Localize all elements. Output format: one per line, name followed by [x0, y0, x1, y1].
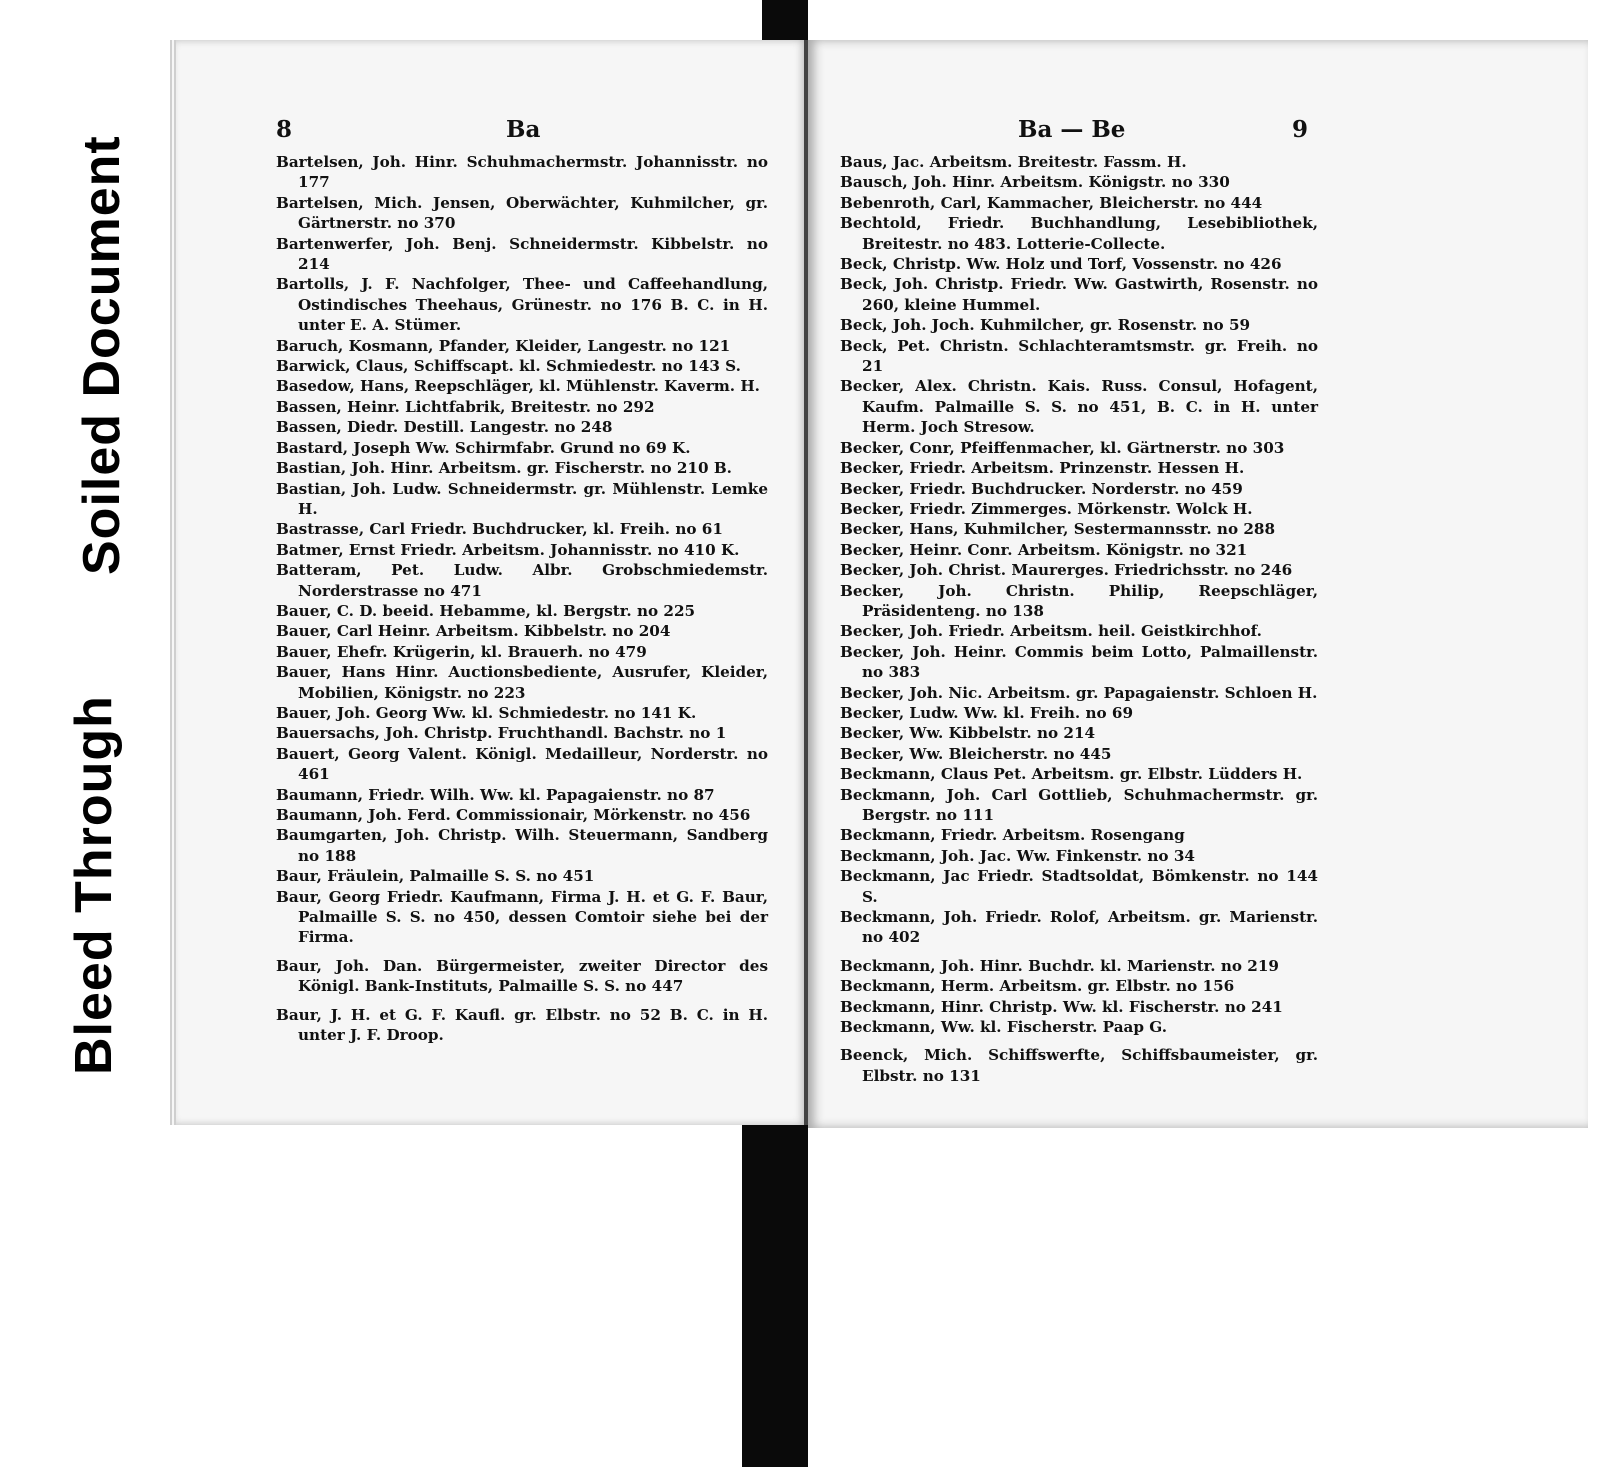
- directory-entry: Baumgarten, Joh. Christp. Wilh. Steuermann, Sandberg no 188: [276, 826, 768, 865]
- directory-entry: Beck, Christp. Ww. Holz und Torf, Vossenstr. no 426: [840, 255, 1282, 274]
- directory-entry: Becker, Conr, Pfeiffenmacher, kl. Gärtnerstr. no 303: [840, 438, 1285, 457]
- directory-entry: Beck, Pet. Christn. Schlachteramtsmstr. gr. Freih. no 21: [840, 336, 1318, 376]
- directory-entry: Becker, Friedr. Zimmerges. Mörkenstr. Wolck H.: [840, 499, 1253, 518]
- directory-entry: Becker, Joh. Christn. Philip, Reepschläger, Präsidenteng. no 138: [840, 581, 1318, 620]
- directory-entry: Bauer, C. D. beeid. Hebamme, kl. Bergstr. no 225: [276, 601, 696, 620]
- directory-entry: Batmer, Ernst Friedr. Arbeitsm. Johannisstr. no 410 K.: [276, 540, 740, 559]
- directory-entry: Bassen, Heinr. Lichtfabrik, Breitestr. no 292: [276, 397, 655, 416]
- directory-entry: Batteram, Pet. Ludw. Albr. Grobschmiedemstr. Norderstrasse no 471: [276, 561, 768, 600]
- directory-entry: Bauer, Joh. Georg Ww. kl. Schmiedestr. no 141 K.: [276, 703, 697, 722]
- directory-entry: Bartelsen, Joh. Hinr. Schuhmachermstr. Johannisstr. no 177: [276, 153, 768, 192]
- right-page-number: 9: [1292, 116, 1309, 143]
- directory-entry: Beckmann, Joh. Carl Gottlieb, Schuhmachermstr. gr. Bergstr. no 111: [840, 785, 1318, 824]
- directory-entry: Becker, Joh. Nic. Arbeitsm. gr. Papagaienstr. Schloen H.: [840, 683, 1318, 702]
- soiled-document-label: Soiled Document: [73, 135, 131, 575]
- directory-entry: Bechtold, Friedr. Buchhandlung, Lesebibliothek, Breitestr. no 483. Lotterie-Collecte.: [840, 214, 1318, 253]
- directory-entry: Baur, Joh. Dan. Bürgermeister, zweiter Director des Königl. Bank-Instituts, Palmaille S. S. no 447: [276, 956, 768, 996]
- directory-entry: Bartelsen, Mich. Jensen, Oberwächter, Kuhmilcher, gr. Gärtnerstr. no 370: [276, 193, 768, 233]
- directory-entry: Bartolls, J. F. Nachfolger, Thee- und Caffeehandlung, Ostindisches Theehaus, Grünestr. no 176 B. C. in H. unter E. A. Stümer.: [276, 275, 768, 335]
- directory-entry: Beckmann, Joh. Friedr. Rolof, Arbeitsm. gr. Marienstr. no 402: [840, 908, 1318, 947]
- directory-entry: Beenck, Mich. Schiffswerfte, Schiffsbaumeister, gr. Elbstr. no 131: [840, 1046, 1318, 1085]
- right-page: [808, 40, 1588, 1128]
- directory-entry: Becker, Friedr. Arbeitsm. Prinzenstr. Hessen H.: [840, 459, 1245, 478]
- directory-entry: Bauert, Georg Valent. Königl. Medailleur, Norderstr. no 461: [276, 744, 768, 784]
- directory-entry: Baumann, Joh. Ferd. Commissionair, Mörkenstr. no 456: [276, 806, 751, 824]
- directory-entry: Bauer, Hans Hinr. Auctionsbediente, Ausrufer, Kleider, Mobilien, Königstr. no 223: [276, 663, 768, 702]
- directory-entry: Beckmann, Joh. Hinr. Buchdr. kl. Marienstr. no 219: [840, 956, 1279, 975]
- directory-entry: Bastard, Joseph Ww. Schirmfabr. Grund no 69 K.: [276, 438, 691, 457]
- directory-entry: Becker, Ludw. Ww. kl. Freih. no 69: [840, 703, 1134, 722]
- directory-entry: Baumann, Friedr. Wilh. Ww. kl. Papagaienstr. no 87: [276, 785, 715, 804]
- directory-entry: Basedow, Hans, Reepschläger, kl. Mühlenstr. Kaverm. H.: [276, 377, 760, 396]
- left-entry-list: [276, 152, 768, 1045]
- bleed-through-label: Bleed Through: [65, 695, 123, 1075]
- directory-entry: Bastrasse, Carl Friedr. Buchdrucker, kl. Freih. no 61: [276, 520, 723, 539]
- directory-entry: Becker, Heinr. Conr. Arbeitsm. Königstr. no 321: [840, 540, 1248, 559]
- directory-entry: Beck, Joh. Christp. Friedr. Ww. Gastwirth, Rosenstr. no 260, kleine Hummel.: [840, 275, 1318, 314]
- directory-entry: Baus, Jac. Arbeitsm. Breitestr. Fassm. H.: [840, 153, 1187, 171]
- right-page-header: Ba — Be: [1018, 116, 1126, 143]
- directory-entry: Becker, Joh. Friedr. Arbeitsm. heil. Geistkirchhof.: [840, 622, 1262, 641]
- directory-entry: Bebenroth, Carl, Kammacher, Bleicherstr. no 444: [840, 193, 1263, 212]
- directory-entry: Baur, Georg Friedr. Kaufmann, Firma J. H. et G. F. Baur, Palmaille S. S. no 450, dessen Comtoir siehe bei der Firma.: [276, 887, 768, 947]
- directory-entry: Baruch, Kosmann, Pfander, Kleider, Langestr. no 121: [276, 336, 731, 355]
- directory-entry: Becker, Ww. Kibbelstr. no 214: [840, 724, 1096, 743]
- binding-strip-bottom: [742, 1120, 808, 1467]
- directory-entry: Bastian, Joh. Hinr. Arbeitsm. gr. Fischerstr. no 210 B.: [276, 459, 732, 478]
- left-page-header: Ba: [506, 116, 541, 143]
- directory-entry: Bassen, Diedr. Destill. Langestr. no 248: [276, 418, 613, 437]
- directory-entry: Bauersachs, Joh. Christp. Fruchthandl. Bachstr. no 1: [276, 724, 727, 743]
- directory-entry: Beckmann, Joh. Jac. Ww. Finkenstr. no 34: [840, 846, 1195, 865]
- directory-entry: Bauer, Carl Heinr. Arbeitsm. Kibbelstr. no 204: [276, 622, 671, 641]
- left-page-number: 8: [276, 116, 293, 143]
- directory-entry: Becker, Hans, Kuhmilcher, Sestermannsstr. no 288: [840, 520, 1276, 539]
- directory-entry: Baur, Fräulein, Palmaille S. S. no 451: [276, 867, 595, 886]
- directory-entry: Beckmann, Claus Pet. Arbeitsm. gr. Elbstr. Lüdders H.: [840, 765, 1303, 784]
- directory-entry: Beckmann, Hinr. Christp. Ww. kl. Fischerstr. no 241: [840, 997, 1283, 1016]
- directory-entry: Becker, Joh. Heinr. Commis beim Lotto, Palmaillenstr. no 383: [840, 642, 1318, 682]
- directory-entry: Beckmann, Herm. Arbeitsm. gr. Elbstr. no 156: [840, 977, 1235, 996]
- directory-entry: Becker, Ww. Bleicherstr. no 445: [840, 744, 1112, 763]
- directory-entry: Beckmann, Friedr. Arbeitsm. Rosengang: [840, 826, 1185, 845]
- directory-entry: Becker, Friedr. Buchdrucker. Norderstr. no 459: [840, 479, 1243, 498]
- directory-entry: Beckmann, Jac Friedr. Stadtsoldat, Bömkenstr. no 144 S.: [840, 867, 1318, 906]
- directory-entry: Beck, Joh. Joch. Kuhmilcher, gr. Rosenstr. no 59: [840, 316, 1251, 335]
- left-page: [170, 40, 806, 1125]
- directory-entry: Bausch, Joh. Hinr. Arbeitsm. Königstr. no 330: [840, 173, 1230, 192]
- directory-entry: Barwick, Claus, Schiffscapt. kl. Schmiedestr. no 143 S.: [276, 357, 741, 376]
- directory-entry: Becker, Joh. Christ. Maurerges. Friedrichsstr. no 246: [840, 561, 1293, 580]
- directory-entry: Baur, J. H. et G. F. Kaufl. gr. Elbstr. no 52 B. C. in H. unter J. F. Droop.: [276, 1005, 768, 1045]
- directory-entry: Bartenwerfer, Joh. Benj. Schneidermstr. Kibbelstr. no 214: [276, 234, 768, 274]
- right-entry-list: [840, 152, 1318, 1086]
- directory-entry: Beckmann, Ww. kl. Fischerstr. Paap G.: [840, 1018, 1168, 1037]
- directory-entry: Bauer, Ehefr. Krügerin, kl. Brauerh. no 479: [276, 642, 647, 661]
- directory-entry: Bastian, Joh. Ludw. Schneidermstr. gr. Mühlenstr. Lemke H.: [276, 479, 768, 518]
- directory-entry: Becker, Alex. Christn. Kais. Russ. Consul, Hofagent, Kaufm. Palmaille S. S. no 451, B. C. in H. unter Herm. Joch Stresow.: [840, 377, 1318, 437]
